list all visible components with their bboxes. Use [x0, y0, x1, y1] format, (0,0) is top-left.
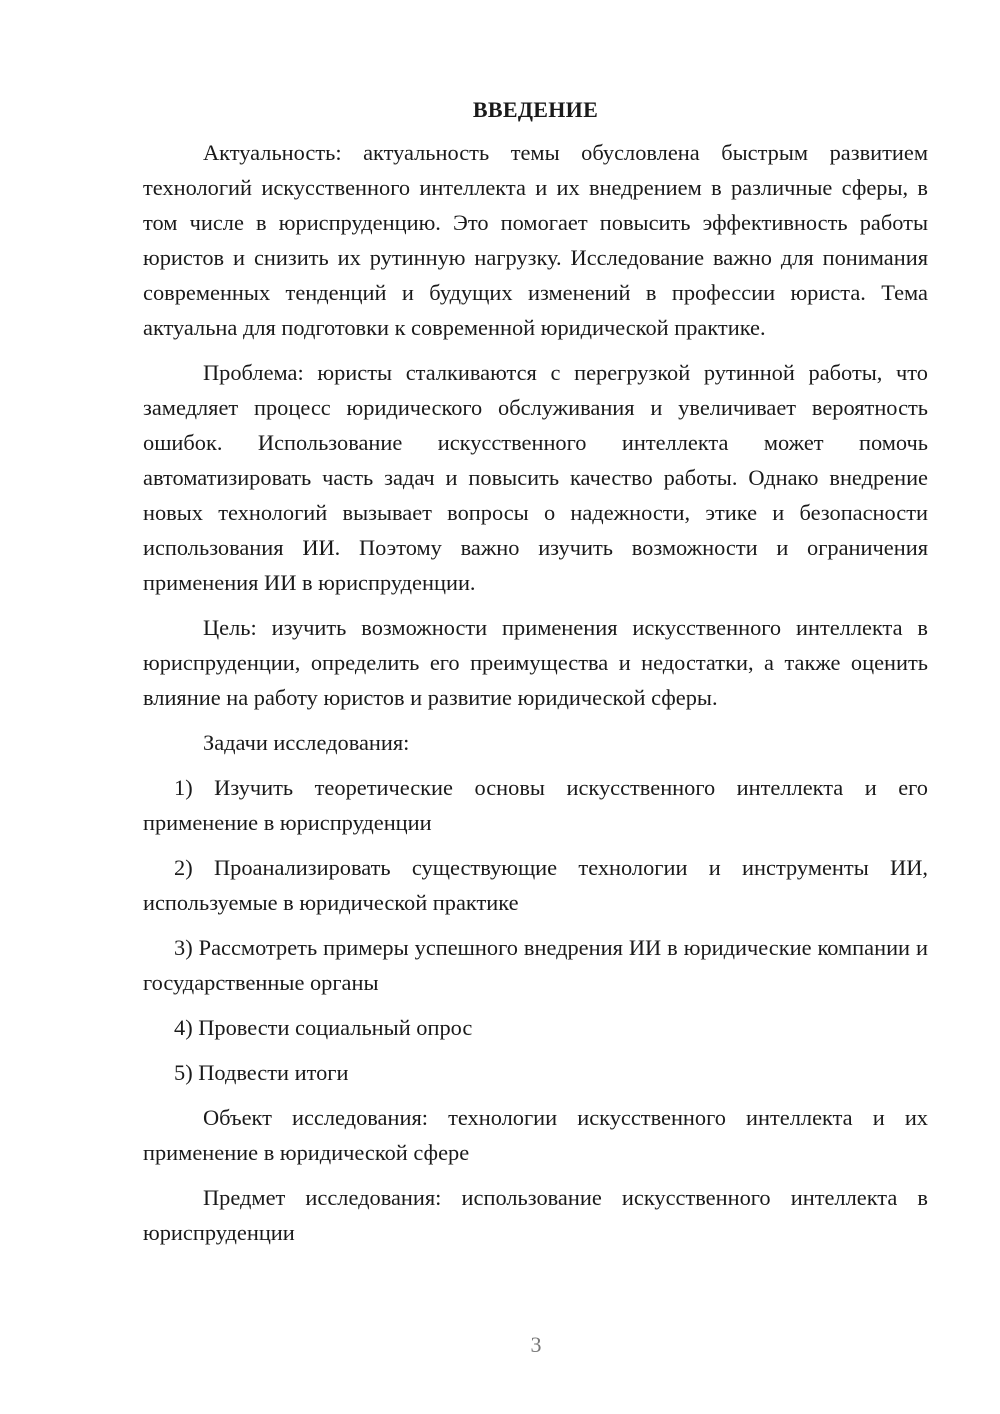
page-number: 3 [530, 1332, 542, 1357]
task-item: 4) Провести социальный опрос [174, 1015, 473, 1040]
task-item: 2) Проанализировать существующие технологии и инструменты ИИ, используемые в юридической практике [143, 855, 928, 915]
page-title: ВВЕДЕНИЕ [472, 97, 599, 122]
problem-paragraph: Проблема: юристы сталкиваются с перегрузкой рутинной работы, что замедляет процесс юридического обслуживания и увеличивает вероятность ошибок. Использование искусственного интеллекта может помочь автоматизировать часть задач и повысить качество работы. Однако внедрение новых технологий вызывает вопросы о надежности, этике и безопасности использования ИИ. Поэтому важно изучить возможности и ограничения применения ИИ в юриспруденции. [143, 360, 928, 595]
object-paragraph: Объект исследования: технологии искусственного интеллекта и их применение в юридической сфере [143, 1105, 928, 1165]
task-item: 3) Рассмотреть примеры успешного внедрения ИИ в юридические компании и государственные органы [143, 935, 928, 995]
goal-paragraph: Цель: изучить возможности применения искусственного интеллекта в юриспруденции, определить его преимущества и недостатки, а также оценить влияние на работу юристов и развитие юридической сферы. [143, 615, 928, 710]
task-item: 5) Подвести итоги [174, 1060, 349, 1085]
subject-paragraph: Предмет исследования: использование искусственного интеллекта в юриспруденции [143, 1185, 928, 1245]
relevance-paragraph: Актуальность: актуальность темы обусловлена быстрым развитием технологий искусственного интеллекта и их внедрением в различные сферы, в том числе в юриспруденцию. Это помогает повысить эффективность работы юристов и снизить их рутинную нагрузку. Исследование важно для понимания современных тенденций и будущих изменений в профессии юриста. Тема актуальна для подготовки к современной юридической практике. [143, 140, 928, 340]
tasks-heading: Задачи исследования: [203, 730, 410, 755]
page-content [143, 92, 928, 1250]
task-item: 1) Изучить теоретические основы искусственного интеллекта и его применение в юриспруденции [143, 775, 928, 835]
tasks-list [143, 770, 928, 1090]
